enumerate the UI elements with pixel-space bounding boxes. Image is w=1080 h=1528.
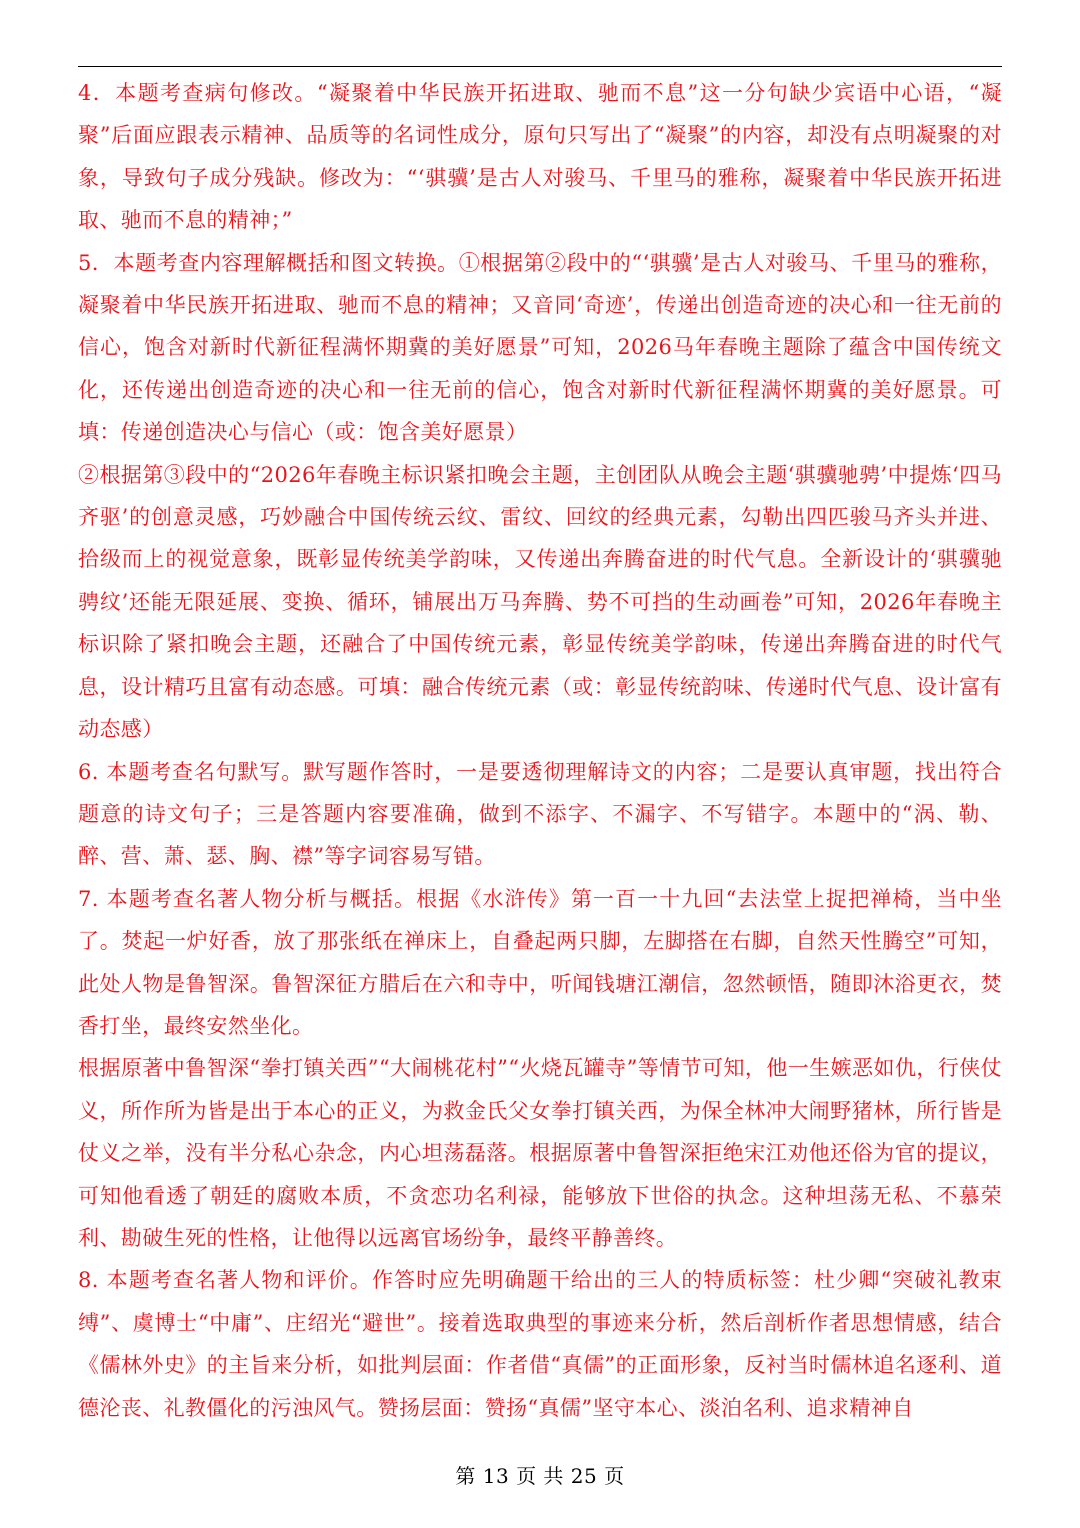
answer-item-4: 4．本题考查病句修改。“凝聚着中华民族开拓进取、驰而不息”这一分句缺少宾语中心语，“凝聚”后面应跟表示精神、品质等的名词性成分，原句只写出了“凝聚”的内容，却没有点明凝聚的对象，导致句子成分残缺。修改为：“‘骐骥’是古人对骏马、千里马的雅称，凝聚着中华民族开拓进取、驰而不息的精神；” — [78, 81, 1002, 233]
page-number-footer: 第 13 页 共 25 页 — [455, 1464, 625, 1488]
answer-explanations — [78, 72, 1002, 1429]
answer-item-5-part-1: 5．本题考查内容理解概括和图文转换。①根据第②段中的“‘骐骥’是古人对骏马、千里马的雅称，凝聚着中华民族开拓进取、驰而不息的精神；又音同‘奇迹’，传递出创造奇迹的决心和一往无前的信心，饱含对新时代新征程满怀期冀的美好愿景”可知，2026马年春晚主题除了蕴含中国传统文化，还传递出创造奇迹的决心和一往无前的信心，饱含对新时代新征程满怀期冀的美好愿景。可填：传递创造决心与信心（或：饱含美好愿景） — [78, 250, 1002, 445]
answer-item-6: 6. 本题考查名句默写。默写题作答时，一是要透彻理解诗文的内容；二是要认真审题，找出符合题意的诗文句子；三是答题内容要准确，做到不添字、不漏字、不写错字。本题中的“涡、勒、醉、营、萧、瑟、胸、襟”等字词容易写错。 — [78, 759, 1002, 869]
answer-item-7-continued: 根据原著中鲁智深“拳打镇关西”“大闹桃花村”“火烧瓦罐寺”等情节可知，他一生嫉恶如仇，行侠仗义，所作所为皆是出于本心的正义，为救金氏父女拳打镇关西，为保全林冲大闹野猪林，所行皆是仗义之举，没有半分私心杂念，内心坦荡磊落。根据原著中鲁智深拒绝宋江劝他还俗为官的提议，可知他看透了朝廷的腐败本质，不贪恋功名利禄，能够放下世俗的执念。这种坦荡无私、不慕荣利、勘破生死的性格，让他得以远离官场纷争，最终平静善终。 — [78, 1056, 1002, 1250]
answer-item-8: 8. 本题考查名著人物和评价。作答时应先明确题干给出的三人的特质标签：杜少卿“突破礼教束缚”、虞博士“中庸”、庄绍光“避世”。接着选取典型的事迹来分析，然后剖析作者思想情感，结合《儒林外史》的主旨来分析，如批判层面：作者借“真儒”的正面形象，反衬当时儒林追名逐利、道德沦丧、礼教僵化的污浊风气。赞扬层面：赞扬“真儒”坚守本心、淡泊名利、追求精神自 — [78, 1268, 1002, 1420]
answer-item-7: 7. 本题考查名著人物分析与概括。根据《水浒传》第一百一十九回“去法堂上捉把禅椅，当中坐了。焚起一炉好香，放了那张纸在禅床上，自叠起两只脚，左脚搭在右脚，自然天性腾空”可知，此处人物是鲁智深。鲁智深征方腊后在六和寺中，听闻钱塘江潮信，忽然顿悟，随即沐浴更衣，焚香打坐，最终安然坐化。 — [78, 886, 1002, 1038]
answer-item-5-part-2: ②根据第③段中的“2026年春晚主标识紧扣晚会主题，主创团队从晚会主题‘骐骥驰骋’中提炼‘四马齐驱’的创意灵感，巧妙融合中国传统云纹、雷纹、回纹的经典元素，勾勒出四匹骏马齐头并进、拾级而上的视觉意象，既彰显传统美学韵味，又传递出奔腾奋进的时代气息。全新设计的‘骐骥驰骋纹’还能无限延展、变换、循环，铺展出万马奔腾、势不可挡的生动画卷”可知，2026年春晚主标识除了紧扣晚会主题，还融合了中国传统元素，彰显传统美学韵味，传递出奔腾奋进的时代气息，设计精巧且富有动态感。可填：融合传统元素（或：彰显传统韵味、传递时代气息、设计富有动态感） — [78, 462, 1002, 742]
header-rule — [78, 66, 1002, 67]
